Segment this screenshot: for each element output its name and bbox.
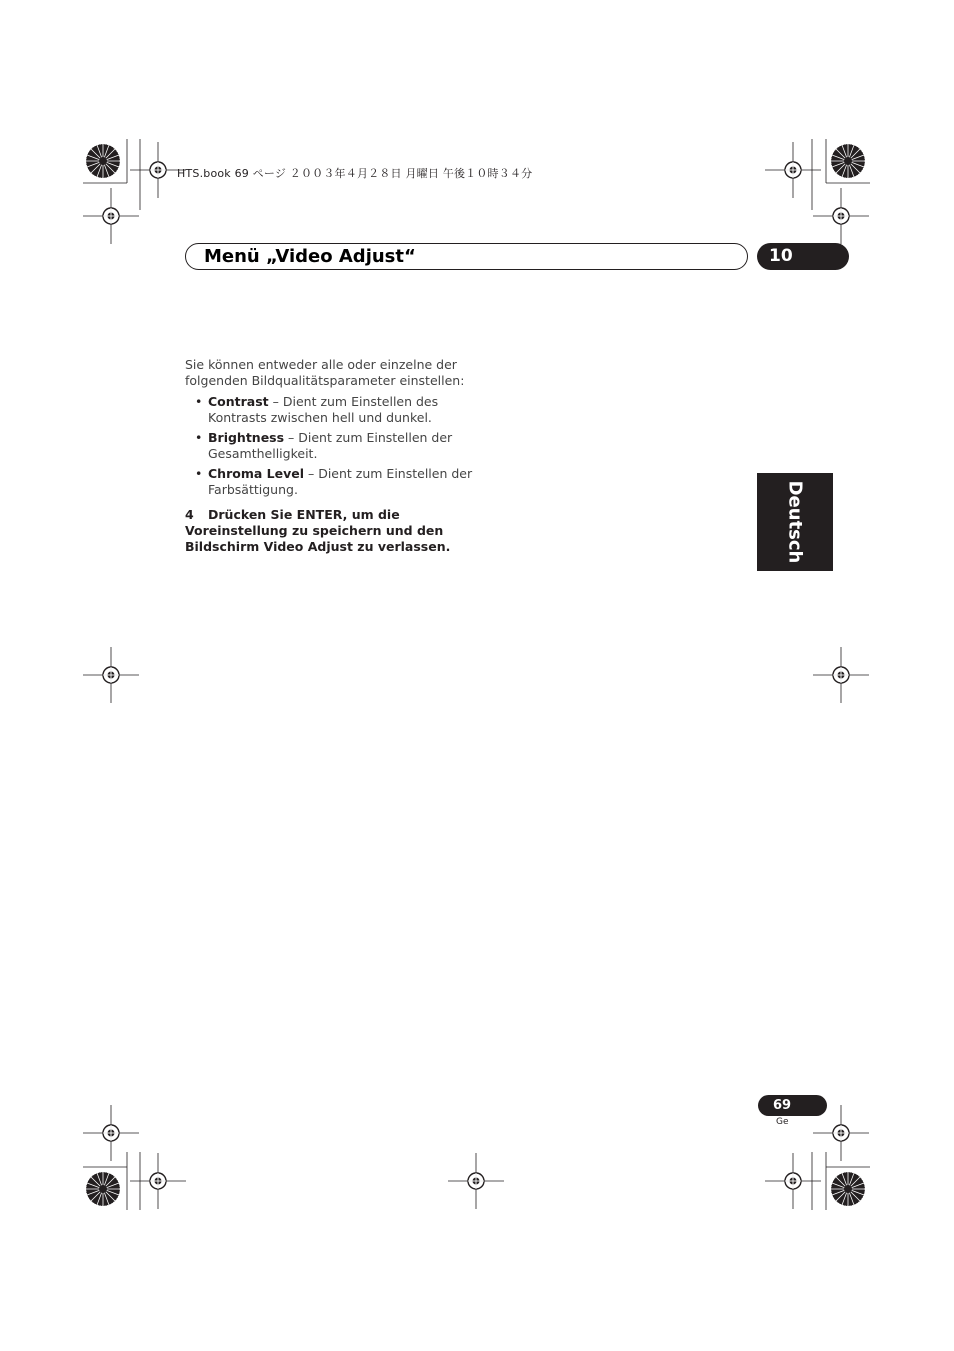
bullet-icon: • [195,430,203,445]
page-number: 69 [773,1098,792,1113]
bullet-icon: • [195,466,203,481]
list-item [185,394,475,426]
language-tab [757,473,833,571]
parameter-list [185,394,475,498]
step-instruction [185,507,475,555]
parameter-term: Brightness [208,430,285,445]
parameter-description: – Dient zum Einstellen der Farbsättigung. [208,466,473,497]
parameter-description: – Dient zum Einstellen des Kontrasts zwischen hell und dunkel. [208,394,439,425]
parameter-term: Chroma Level [208,466,304,481]
step-text: Drücken Sie ENTER, um die Voreinstellung zu speichern und den Bildschirm Video Adjust zu verlassen. [185,507,451,554]
list-item [185,466,475,498]
page-language-code: Ge [776,1117,789,1127]
page-number-badge [758,1095,827,1116]
list-item [185,430,475,462]
bullet-icon: • [195,394,203,409]
chapter-number-badge [757,243,849,270]
chapter-title: Menü „Video Adjust“ [204,246,416,267]
body-content [185,357,475,555]
chapter-number: 10 [769,246,793,266]
chapter-header [185,243,748,270]
parameter-description: – Dient zum Einstellen der Gesamthelligkeit. [208,430,453,461]
parameter-term: Contrast [208,394,269,409]
intro-paragraph: Sie können entweder alle oder einzelne der folgenden Bildqualitätsparameter einstellen: [185,357,465,388]
language-tab-label: Deutsch [784,480,806,564]
step-number: 4 [185,507,194,522]
print-header: HTS.book 69 ページ ２００３年４月２８日 月曜日 午後１０時３４分 [177,167,533,180]
